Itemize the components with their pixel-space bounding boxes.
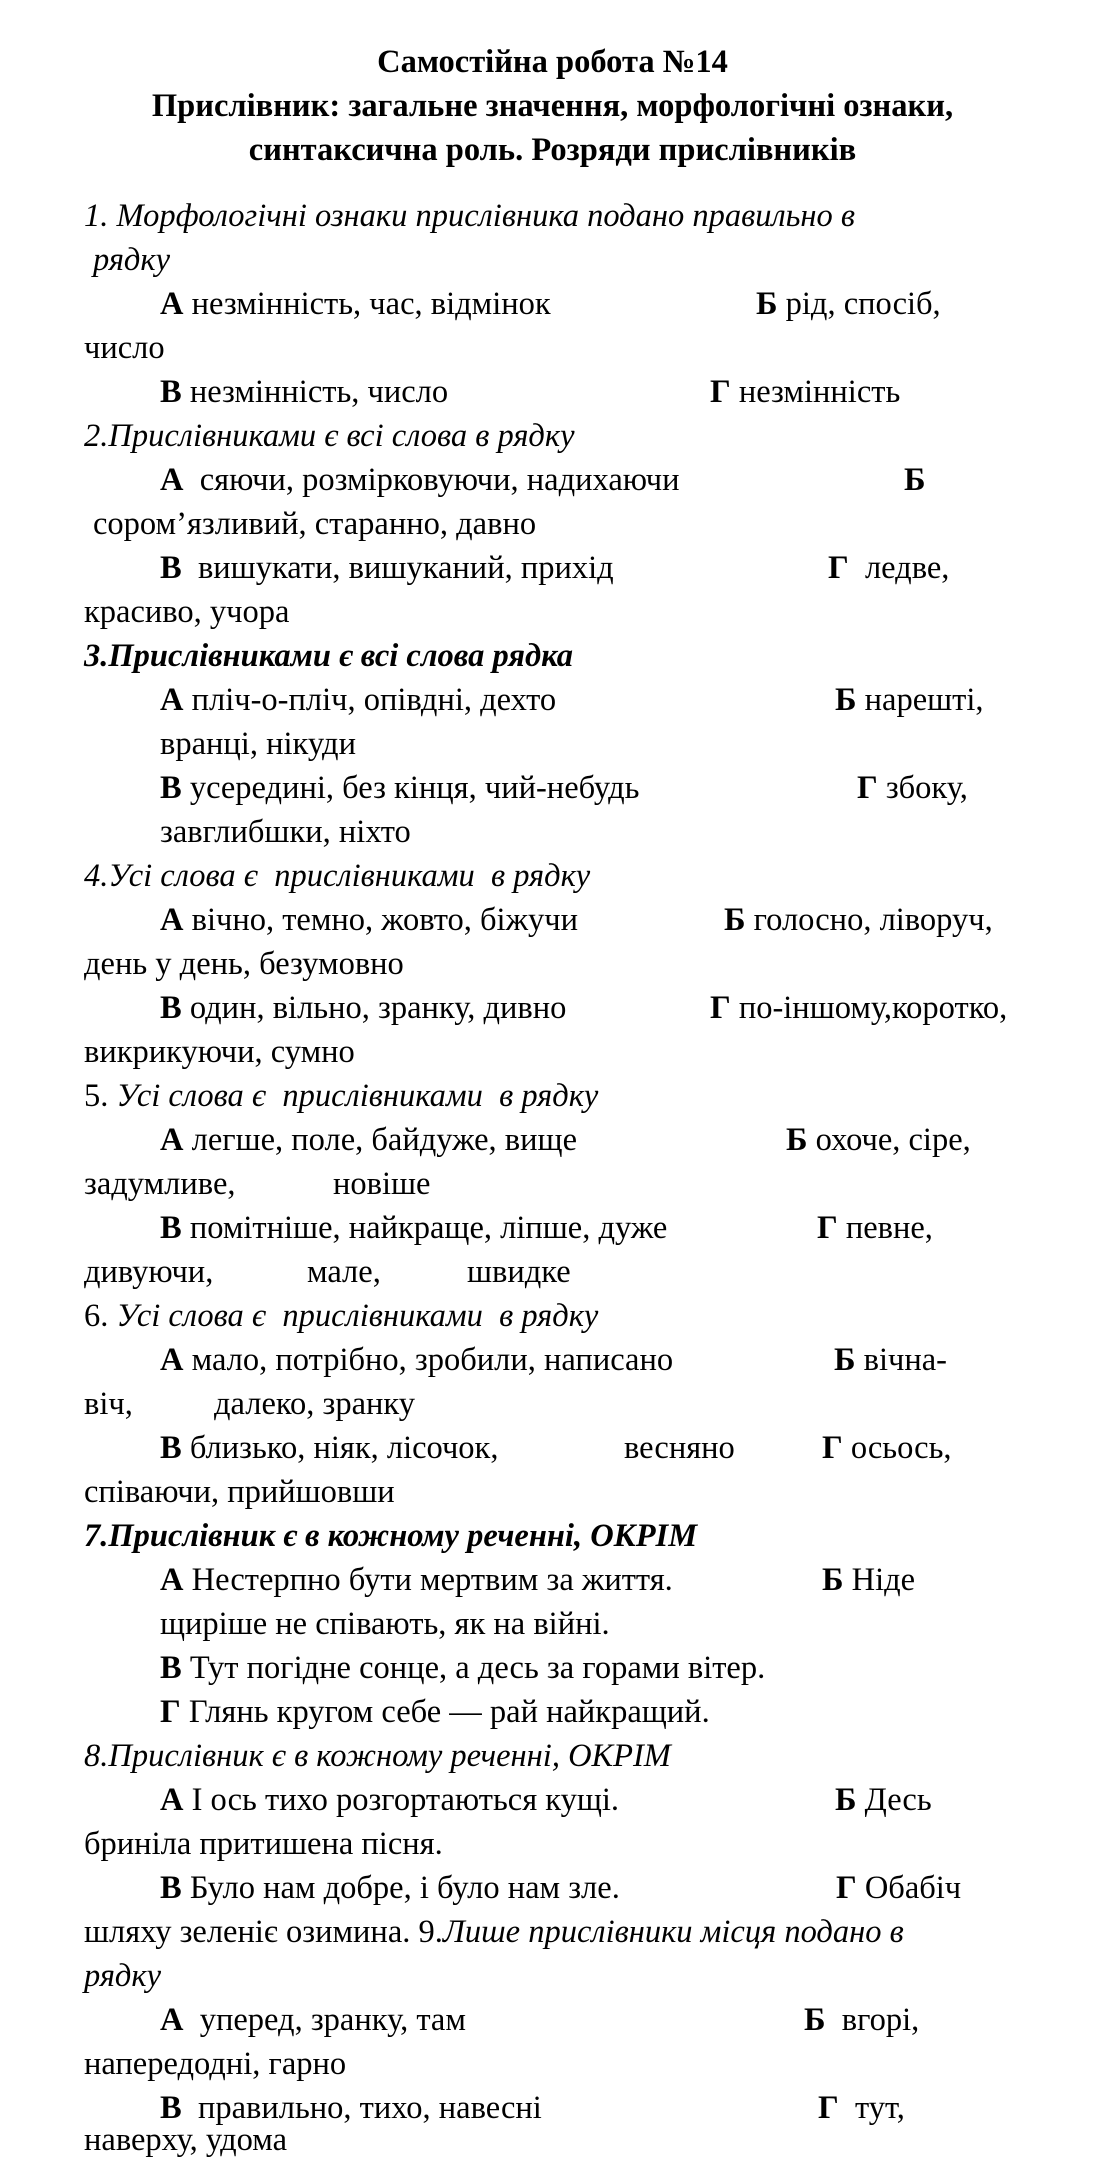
question-2: 2.Прислівниками є всі слова в рядку xyxy=(84,418,575,454)
option-text: один, вільно, зранку, дивно xyxy=(189,990,567,1026)
option-b-cont: бриніла притишена пісня. xyxy=(84,1826,443,1862)
option-g-cont: співаючи, прийшовши xyxy=(84,1474,395,1510)
option-letter: Б xyxy=(835,682,857,718)
option-b xyxy=(804,1998,1105,2042)
option-text: тут, xyxy=(854,2090,905,2126)
option-text: вишукати, вишуканий, прихід xyxy=(197,550,614,586)
question-9-cont: рядку xyxy=(84,1958,161,1994)
question-3: 3.Прислівниками є всі слова рядка xyxy=(84,638,574,674)
option-b xyxy=(756,282,1105,326)
option-v xyxy=(160,1646,1105,1690)
option-v-cont: весняно xyxy=(624,1430,735,1466)
option-b xyxy=(835,1778,1105,1822)
option-text: шляху зеленіє озимина. xyxy=(84,1914,411,1950)
question-1: 1. Морфологічні ознаки прислівника подано правильно в xyxy=(84,198,856,234)
option-letter: А xyxy=(160,902,184,938)
option-text: збоку, xyxy=(885,770,968,806)
option-text: правильно, тихо, навесні xyxy=(197,2090,542,2126)
option-text: голосно, ліворуч, xyxy=(753,902,993,938)
option-text: нарешті, xyxy=(864,682,984,718)
option-b-cont: щиріше не співають, як на війні. xyxy=(160,1606,610,1642)
option-text: ледве, xyxy=(864,550,950,586)
option-g-cont: мале, xyxy=(307,1254,381,1290)
option-text: помітніше, найкраще, ліпше, дуже xyxy=(189,1210,668,1246)
option-b-cont: день у день, безумовно xyxy=(84,946,404,982)
option-letter: Б xyxy=(835,1782,857,1818)
option-text: легше, поле, байдуже, вище xyxy=(191,1122,577,1158)
option-b-cont: число xyxy=(84,330,165,366)
option-letter: Б xyxy=(834,1342,856,1378)
option-text: близько, ніяк, лісочок, xyxy=(189,1430,499,1466)
option-text: пліч-о-пліч, опівдні, дехто xyxy=(191,682,557,718)
option-letter: А xyxy=(160,1782,184,1818)
option-b-cont: задумливе, xyxy=(84,1166,236,1202)
worksheet-title: Самостійна робота №14 xyxy=(377,44,728,80)
option-letter: Г xyxy=(710,990,731,1026)
question-number: 6. xyxy=(84,1298,109,1334)
option-text: мало, потрібно, зробили, написано xyxy=(191,1342,674,1378)
option-text: незмінність, час, відмінок xyxy=(191,286,551,322)
question-4: 4.Усі слова є прислівниками в рядку xyxy=(84,858,591,894)
option-letter: Г xyxy=(160,1694,181,1730)
option-text: Нестерпно бути мертвим за життя. xyxy=(191,1562,673,1598)
option-g xyxy=(822,1426,1105,1470)
option-b xyxy=(786,1118,1105,1162)
option-text: Тут погідне сонце, а десь за горами вітер. xyxy=(189,1650,766,1686)
option-g-cont: наверху, удома xyxy=(84,2122,288,2158)
option-b-cont: віч, xyxy=(84,1386,133,1422)
option-letter: Б xyxy=(822,1562,844,1598)
option-letter: А xyxy=(160,1122,184,1158)
option-letter: А xyxy=(160,462,184,498)
option-letter: В xyxy=(160,1210,182,1246)
option-g xyxy=(160,1690,1105,1734)
option-letter: В xyxy=(160,550,182,586)
option-text: Десь xyxy=(864,1782,932,1818)
option-b-cont: вранці, нікуди xyxy=(160,726,356,762)
option-text: уперед, зранку, там xyxy=(199,2002,466,2038)
question-6 xyxy=(84,1294,1105,1338)
option-g xyxy=(836,1866,1105,1910)
option-letter: Г xyxy=(710,374,731,410)
option-b-cont: далеко, зранку xyxy=(214,1386,416,1422)
option-letter: Б xyxy=(786,1122,808,1158)
option-text: певне, xyxy=(845,1210,933,1246)
option-b-cont: новіше xyxy=(333,1166,431,1202)
question-5 xyxy=(84,1074,1105,1118)
option-text: вгорі, xyxy=(841,2002,920,2038)
question-text: Усі слова є прислівниками в рядку xyxy=(116,1078,599,1114)
option-b xyxy=(724,898,1105,942)
option-letter: А xyxy=(160,286,184,322)
option-letter: Г xyxy=(817,1210,838,1246)
option-letter: А xyxy=(160,1562,184,1598)
option-letter: В xyxy=(160,1870,182,1906)
option-text: вічна- xyxy=(863,1342,947,1378)
option-text: рід, спосіб, xyxy=(785,286,941,322)
option-text: осьось, xyxy=(850,1430,952,1466)
option-g-cont: швидке xyxy=(467,1254,571,1290)
option-letter: Г xyxy=(828,550,849,586)
option-b xyxy=(834,1338,1105,1382)
option-text: І ось тихо розгортаються кущі. xyxy=(191,1782,620,1818)
question-1-cont: рядку xyxy=(93,242,170,278)
option-g-cont: дивуючи, xyxy=(84,1254,214,1290)
option-b xyxy=(835,678,1105,722)
option-g xyxy=(710,986,1105,1030)
option-letter: А xyxy=(160,2002,184,2038)
question-8: 8.Прислівник є в кожному реченні, ОКРІМ xyxy=(84,1738,671,1774)
option-letter: В xyxy=(160,1430,182,1466)
option-letter: В xyxy=(160,2090,182,2126)
option-g xyxy=(857,766,1105,810)
option-letter: Б xyxy=(724,902,746,938)
option-b-cont: сором’язливий, старанно, давно xyxy=(93,506,537,542)
option-g xyxy=(828,546,1105,590)
option-text: по-іншому,коротко, xyxy=(738,990,1008,1026)
option-letter: Г xyxy=(822,1430,843,1466)
option-text: незмінність xyxy=(738,374,901,410)
option-g-cont: завглибшки, ніхто xyxy=(160,814,411,850)
option-text: Ніде xyxy=(851,1562,916,1598)
option-letter: В xyxy=(160,1650,182,1686)
option-letter: Г xyxy=(857,770,878,806)
option-letter: В xyxy=(160,374,182,410)
option-g-cont: викрикуючи, сумно xyxy=(84,1034,355,1070)
option-text: усередині, без кінця, чий-небудь xyxy=(189,770,640,806)
question-number: 5. xyxy=(84,1078,109,1114)
option-text: охоче, сіре, xyxy=(815,1122,971,1158)
worksheet-subtitle-line2: синтаксична роль. Розряди прислівників xyxy=(248,132,857,168)
option-letter: А xyxy=(160,1342,184,1378)
option-letter: Б xyxy=(804,2002,826,2038)
question-9: Лише прислівники місця подано в xyxy=(442,1914,904,1950)
option-text: незмінність, число xyxy=(189,374,449,410)
option-text: Обабіч xyxy=(864,1870,962,1906)
option-letter: Г xyxy=(818,2090,839,2126)
option-b xyxy=(904,458,1105,502)
option-b-cont: напередодні, гарно xyxy=(84,2046,347,2082)
option-g-cont: красиво, учора xyxy=(84,594,290,630)
option-letter: Б xyxy=(756,286,778,322)
option-letter: А xyxy=(160,682,184,718)
option-text: вічно, темно, жовто, біжучи xyxy=(191,902,579,938)
option-letter: Г xyxy=(836,1870,857,1906)
option-letter: В xyxy=(160,770,182,806)
option-g xyxy=(817,1206,1105,1250)
option-g-cont xyxy=(84,1910,1105,1954)
option-letter: В xyxy=(160,990,182,1026)
option-b xyxy=(822,1558,1105,1602)
option-g xyxy=(710,370,1105,414)
option-text: Було нам добре, і було нам зле. xyxy=(189,1870,620,1906)
question-7: 7.Прислівник є в кожному реченні, ОКРІМ xyxy=(84,1518,698,1554)
option-letter: Б xyxy=(904,462,926,498)
option-text: сяючи, розмірковуючи, надихаючи xyxy=(199,462,680,498)
option-text: Глянь кругом себе — рай найкращий. xyxy=(188,1694,710,1730)
question-number: 9. xyxy=(418,1914,443,1950)
question-text: Усі слова є прислівниками в рядку xyxy=(116,1298,599,1334)
worksheet-subtitle-line1: Прислівник: загальне значення, морфологічні ознаки, xyxy=(151,88,954,124)
